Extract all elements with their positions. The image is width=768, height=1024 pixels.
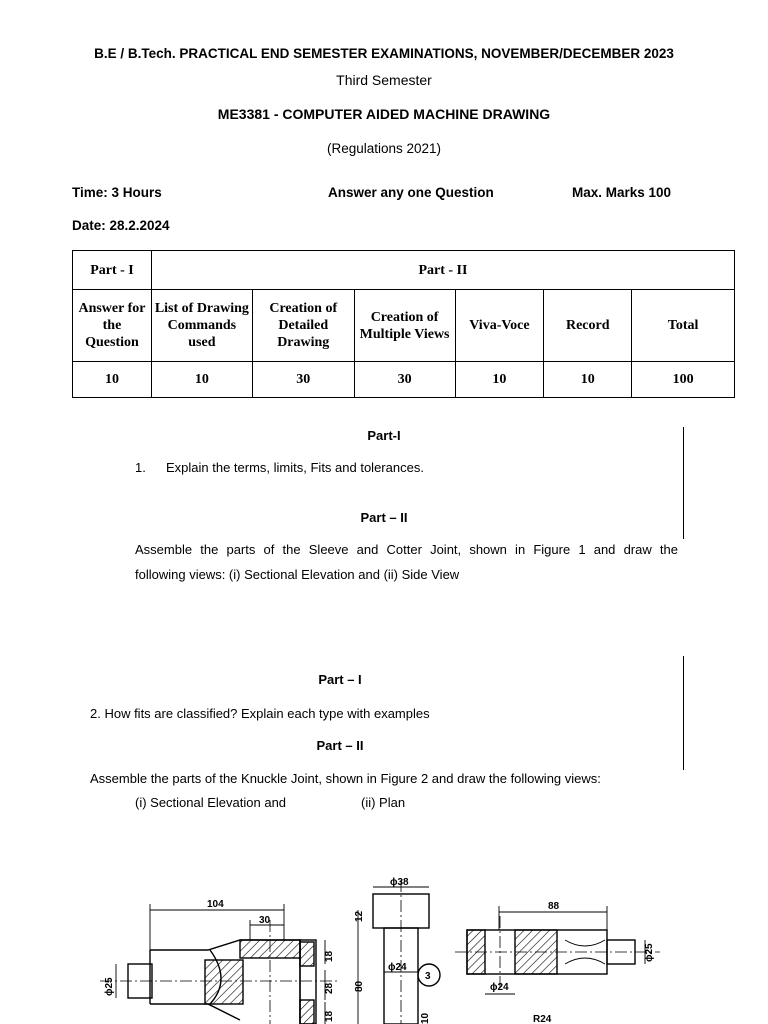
dim-text: 12 [354, 910, 365, 922]
max-marks-label: Max. Marks 100 [572, 185, 672, 200]
eye-part-drawing [455, 906, 660, 994]
fork-part-drawing [100, 920, 340, 1024]
dim-text: 18 [324, 1010, 335, 1022]
margin-line [683, 656, 684, 770]
dim-text: ϕ25 [104, 977, 115, 996]
q1-question: Explain the terms, limits, Fits and tolerances. [166, 460, 424, 475]
dim-text: 28 [324, 982, 335, 994]
dim-text: R24 [533, 1014, 552, 1024]
marks-cell: 10 [151, 362, 252, 398]
q2-part1-title: Part – I [318, 672, 362, 687]
q2-question: 2. How fits are classified? Explain each type with examples [90, 706, 430, 721]
dim-text: 104 [207, 899, 224, 910]
marks-cell: 10 [544, 362, 632, 398]
dim-text: ϕ24 [490, 982, 509, 993]
exam-title: B.E / B.Tech. PRACTICAL END SEMESTER EXAMINATIONS, NOVEMBER/DECEMBER 2023 [94, 46, 674, 61]
column-header: Viva-Voce [455, 290, 544, 362]
dim-text: 80 [354, 980, 365, 992]
marks-table [72, 250, 735, 398]
marks-cell: 30 [252, 362, 354, 398]
column-header: Answer for the Question [73, 290, 152, 362]
course-title: ME3381 - COMPUTER AIDED MACHINE DRAWING [217, 106, 551, 122]
dim-text: 18 [324, 950, 335, 962]
date-label: Date: 28.2.2024 [72, 218, 170, 233]
part-number-label: 3 [425, 971, 431, 982]
marks-cell: 30 [354, 362, 455, 398]
q1-number: 1. [135, 460, 146, 475]
dim-text: 10 [420, 1012, 431, 1024]
semester-label: Third Semester [336, 72, 432, 88]
q2-part2-title: Part – II [316, 738, 364, 753]
knuckle-joint-figure [0, 860, 768, 1024]
column-header: Creation of Detailed Drawing [252, 290, 354, 362]
marks-cell: 10 [73, 362, 152, 398]
q1-task-line2: following views: (i) Sectional Elevation and (ii) Side View [135, 567, 460, 582]
dim-text: ϕ24 [388, 962, 407, 973]
dim-text: ϕ25 [644, 943, 655, 962]
q1-part1-title: Part-I [367, 428, 401, 443]
dim-text: 88 [548, 901, 560, 912]
dim-text: ϕ38 [390, 877, 409, 888]
marks-cell: 10 [455, 362, 544, 398]
column-header: Record [544, 290, 632, 362]
q2-view1: (i) Sectional Elevation and [135, 795, 287, 810]
instruction-label: Answer any one Question [328, 185, 494, 200]
column-header: List of Drawing Commands used [151, 290, 252, 362]
part2-header: Part - II [151, 251, 734, 290]
q2-view2: (ii) Plan [361, 795, 406, 810]
dim-text: 30 [259, 915, 271, 926]
column-header: Total [632, 290, 735, 362]
margin-line [683, 427, 684, 539]
q1-part2-title: Part – II [360, 510, 408, 525]
regulations-label: (Regulations 2021) [326, 141, 442, 156]
q1-task-line1: Assemble the parts of the Sleeve and Cotter Joint, shown in Figure 1 and draw the [135, 542, 678, 557]
pin-part-drawing [358, 880, 440, 1024]
column-header: Creation of Multiple Views [354, 290, 455, 362]
marks-cell: 100 [632, 362, 735, 398]
part1-header: Part - I [73, 251, 152, 290]
q2-task-line1: Assemble the parts of the Knuckle Joint, shown in Figure 2 and draw the following views: [90, 771, 601, 786]
time-label: Time: 3 Hours [72, 185, 162, 200]
